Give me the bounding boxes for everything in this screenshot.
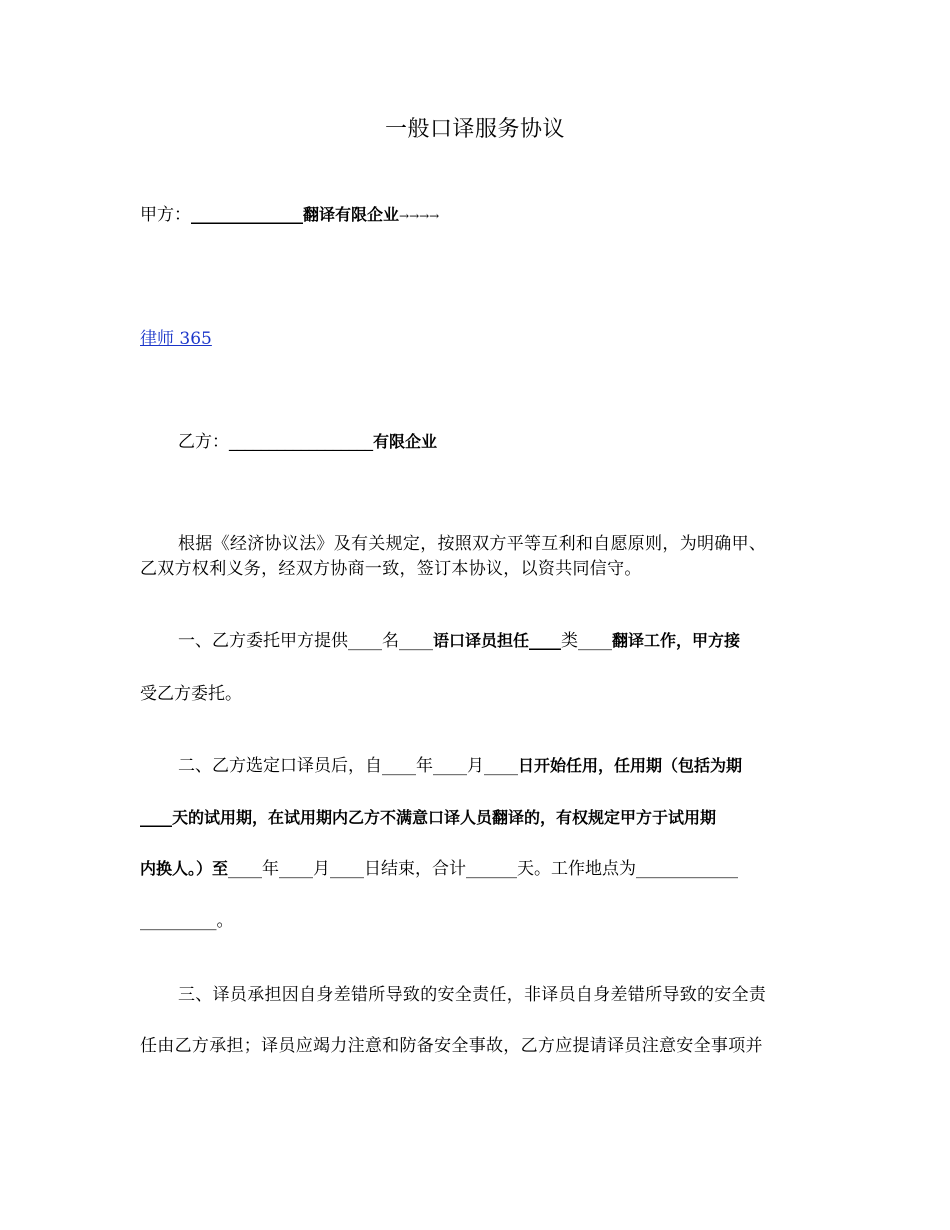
party-a-name: 翻译有限企业 <box>303 205 400 224</box>
party-a-trail: →→→→ <box>399 209 440 223</box>
lawyer-365-link[interactable]: 律师 365 <box>140 329 212 349</box>
clause-2-line-3 <box>140 858 738 880</box>
clause-2-line-1-a: 二、乙方选定口译员后，自____年____月____ <box>178 756 518 776</box>
document-title: 一般口译服务协议 <box>384 117 565 142</box>
party-a-blank: ______________ <box>191 205 303 224</box>
clause-1-line-2: 受乙方委托。 <box>140 684 242 704</box>
clause-2-line-3-b: ____年____月____日结束，合计______天。工作地点为____________ <box>228 859 739 879</box>
clause-1-part-d: 翻译工作，甲方接 <box>612 631 741 650</box>
clause-2-line-3-a: 内换人。）至 <box>140 859 229 878</box>
intro-line-1: 根据《经济协议法》及有关规定，按照双方平等互利和自愿原则，为明确甲、 <box>178 534 767 554</box>
lawyer-link-line <box>140 328 212 350</box>
clause-1-line-1 <box>178 630 740 652</box>
clause-2-line-1-b: 日开始任用，任用期（包括为期 <box>518 756 743 775</box>
party-b-label: 乙方： <box>178 432 229 452</box>
clause-3-line-2: 任由乙方承担；译员应竭力注意和防备安全事故，乙方应提请译员注意安全事项并 <box>140 1036 763 1056</box>
party-a-label: 甲方： <box>140 205 191 225</box>
clause-1-part-a: 一、乙方委托甲方提供____名____ <box>178 631 433 651</box>
clause-3-line-1: 三、译员承担因自身差错所导致的安全责任，非译员自身差错所导致的安全责 <box>178 985 767 1005</box>
party-b-name: 有限企业 <box>373 432 438 451</box>
party-b-line <box>178 431 437 453</box>
intro-line-2: 乙双方权利义务，经双方协商一致，签订本协议，以资共同信守。 <box>140 559 642 579</box>
clause-1-part-b: 语口译员担任____ <box>433 631 562 650</box>
clause-1-part-c: 类____ <box>561 631 613 651</box>
party-b-blank: __________________ <box>229 432 373 451</box>
clause-2-line-1 <box>178 755 742 777</box>
clause-2-line-4: _________。 <box>140 911 234 931</box>
party-a-line <box>140 204 439 227</box>
clause-2-line-2: ____天的试用期，在试用期内乙方不满意口译人员翻译的，有权规定甲方于试用期 <box>140 808 717 827</box>
